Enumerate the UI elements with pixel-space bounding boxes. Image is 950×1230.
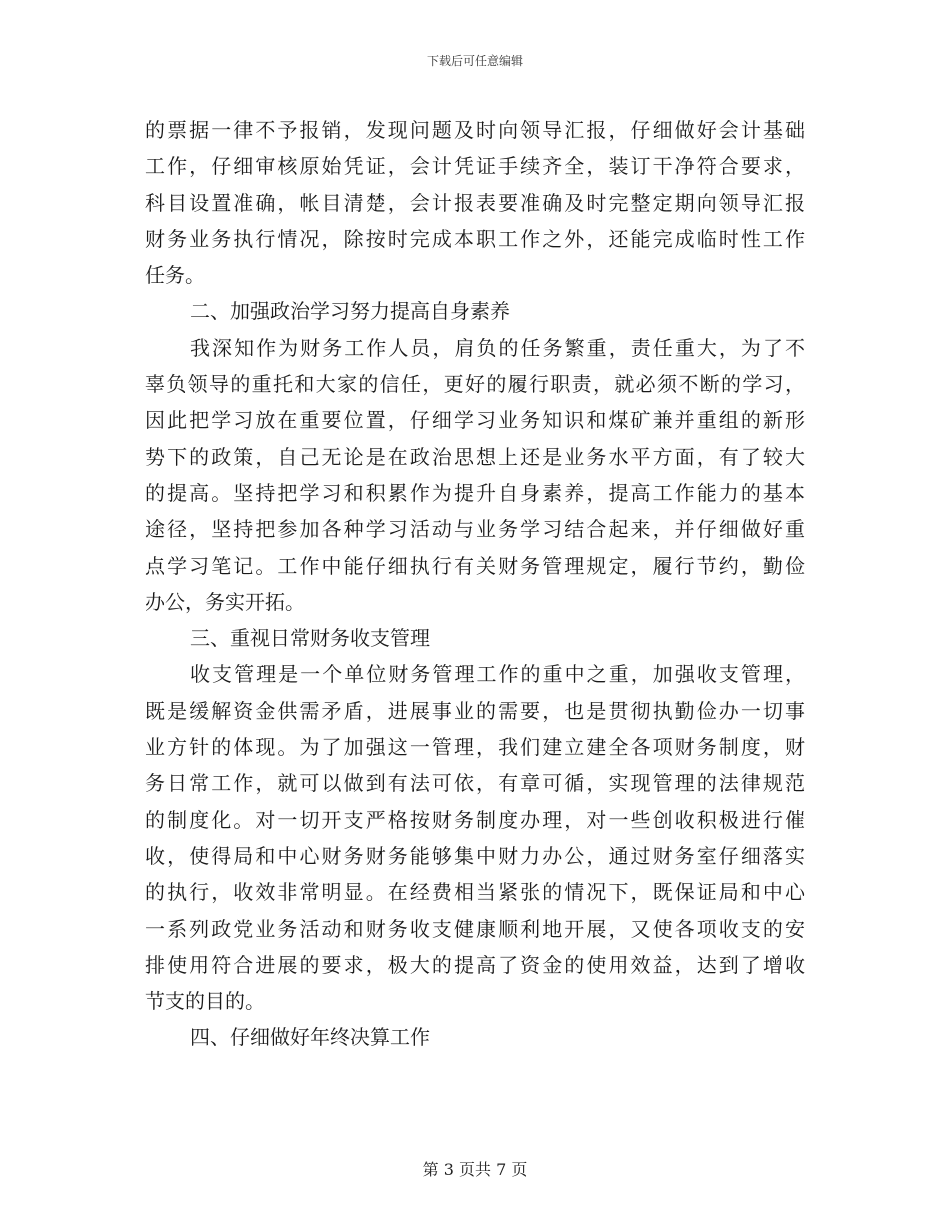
body-line: 务日常工作，就可以做到有法可依，有章可循，实现管理的法律规范 xyxy=(145,771,805,796)
body-line: 我深知作为财务工作人员，肩负的任务繁重，责任重大，为了不 xyxy=(190,335,805,360)
section-heading: 三、重视日常财务收支管理 xyxy=(190,626,430,651)
body-line: 科目设置准确，帐目清楚，会计报表要准确及时完整定期向领导汇报 xyxy=(145,190,805,215)
body-line: 的执行，收效非常明显。在经费相当紧张的情况下，既保证局和中心 xyxy=(145,880,805,905)
body-line: 节支的目的。 xyxy=(145,989,265,1014)
body-line: 辜负领导的重托和大家的信任，更好的履行职责，就必须不断的学习， xyxy=(145,372,805,397)
body-line: 途径，坚持把参加各种学习活动与业务学习结合起来，并仔细做好重 xyxy=(145,517,805,542)
page-header: 下载后可任意编辑 xyxy=(426,54,523,68)
body-line: 的票据一律不予报销，发现问题及时向领导汇报，仔细做好会计基础 xyxy=(145,118,805,142)
body-line: 办公，务实开拓。 xyxy=(145,589,305,614)
body-line: 一系列政党业务活动和财务收支健康顺利地开展，又使各项收支的安 xyxy=(145,916,805,941)
body-line: 工作，仔细审核原始凭证，会计凭证手续齐全，装订干净符合要求， xyxy=(145,154,805,179)
section-heading: 四、仔细做好年终决算工作 xyxy=(190,1025,430,1050)
body-line: 收，使得局和中心财务财务能够集中财力办公，通过财务室仔细落实 xyxy=(145,843,805,868)
body-line: 排使用符合进展的要求，极大的提高了资金的使用效益，达到了增收 xyxy=(145,952,805,977)
body-line: 的制度化。对一切开支严格按财务制度办理，对一些创收积极进行催 xyxy=(145,807,805,832)
body-line: 业方针的体现。为了加强这一管理，我们建立建全各项财务制度，财 xyxy=(145,735,805,760)
body-line: 收支管理是一个单位财务管理工作的重中之重，加强收支管理， xyxy=(190,662,805,687)
body-line: 任务。 xyxy=(145,263,205,288)
document-body xyxy=(145,112,805,1056)
body-line: 财务业务执行情况，除按时完成本职工作之外，还能完成临时性工作 xyxy=(145,226,805,251)
body-line: 势下的政策，自己无论是在政治思想上还是业务水平方面，有了较大 xyxy=(145,444,805,469)
section-heading: 二、加强政治学习努力提高自身素养 xyxy=(190,299,510,324)
page-number: 第 3 页共 7 页 xyxy=(422,1160,528,1179)
body-line: 的提高。坚持把学习和积累作为提升自身素养，提高工作能力的基本 xyxy=(145,480,805,505)
body-line: 既是缓解资金供需矛盾，进展事业的需要，也是贯彻执勤俭办一切事 xyxy=(145,698,805,723)
body-line: 因此把学习放在重要位置，仔细学习业务知识和煤矿兼并重组的新形 xyxy=(145,408,805,433)
body-line: 点学习笔记。工作中能仔细执行有关财务管理规定，履行节约，勤俭 xyxy=(145,553,805,578)
